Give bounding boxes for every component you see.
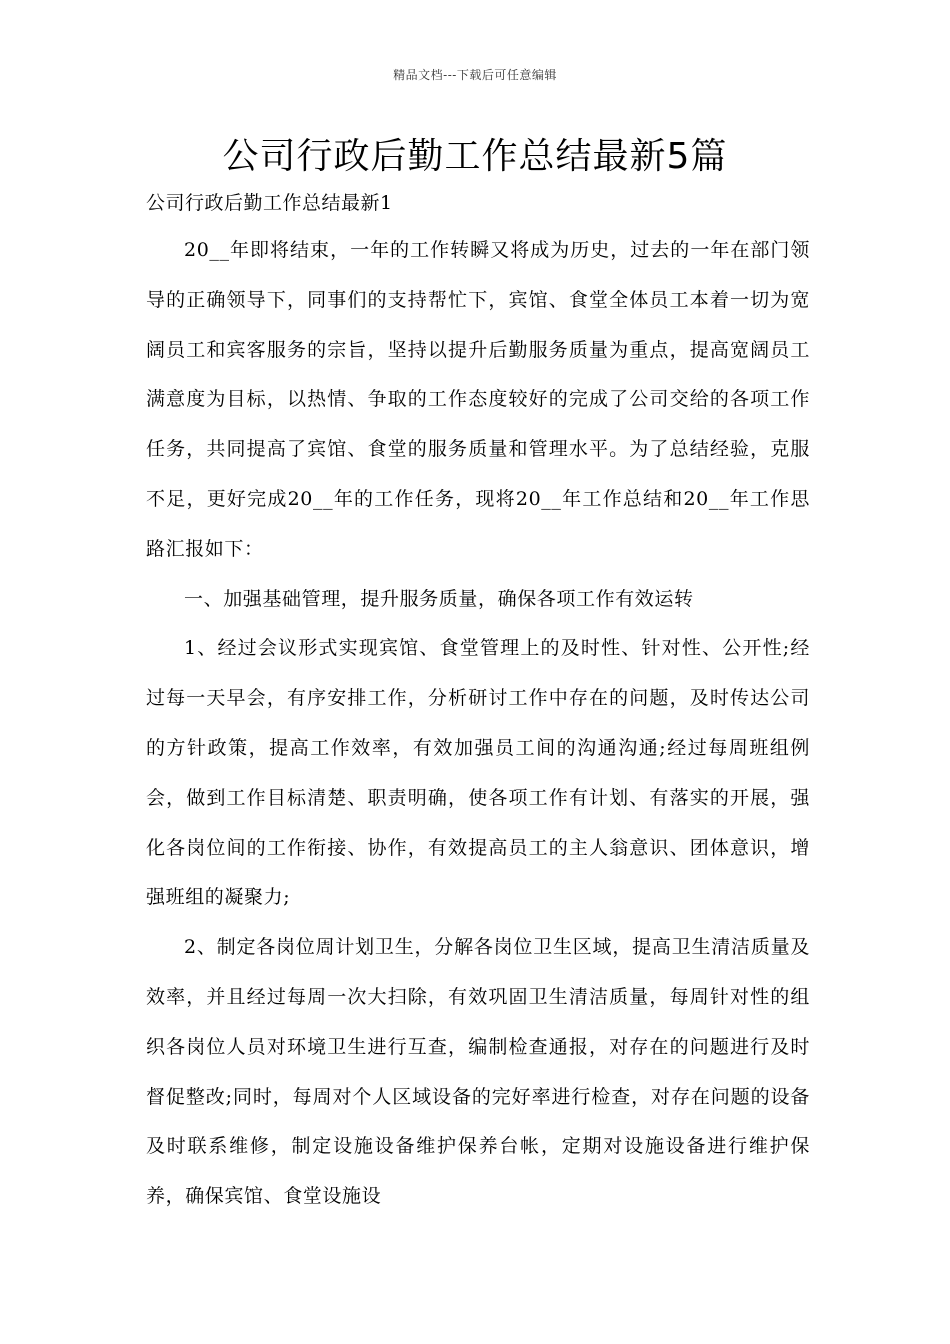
paragraph-heading-1: 一、加强基础管理，提升服务质量，确保各项工作有效运转 <box>184 587 694 610</box>
paragraph-intro: 20__年即将结束，一年的工作转瞬又将成为历史，过去的一年在部门领导的正确领导下，同事们的支持帮忙下，宾馆、食堂全体员工本着一切为宽阔员工和宾客服务的宗旨，坚持以提升后勤服务质量为重点，提高宽阔员工满意度为目标，以热情、争取的工作态度较好的完成了公司交给的各项工作任务，共同提高了宾馆、食堂的服务质量和管理水平。为了总结经验，克服不足，更好完成20__年的工作任务，现将20__年工作总结和20__年工作思路汇报如下： <box>146 239 810 560</box>
section-title: 公司行政后勤工作总结最新1 <box>146 192 393 214</box>
paragraph-item-1: 1、经过会议形式实现宾馆、食堂管理上的及时性、针对性、公开性;经过每一天早会，有序安排工作，分析研讨工作中存在的问题，及时传达公司的方针政策，提高工作效率，有效加强员工间的沟通沟通;经过每周班组例会，做到工作目标清楚、职责明确，使各项工作有计划、有落实的开展，强化各岗位间的工作衔接、协作，有效提高员工的主人翁意识、团体意识，增强班组的凝聚力; <box>146 637 810 909</box>
body-text <box>146 226 810 1222</box>
paragraph-item-2: 2、制定各岗位周计划卫生，分解各岗位卫生区域，提高卫生清洁质量及效率，并且经过每周一次大扫除，有效巩固卫生清洁质量，每周针对性的组织各岗位人员对环境卫生进行互查，编制检查通报，对存在的问题进行及时督促整改;同时，每周对个人区域设备的完好率进行检查，对存在问题的设备及时联系维修，制定设施设备维护保养台帐，定期对设施设备进行维护保养，确保宾馆、食堂设施设 <box>146 936 810 1208</box>
header-note: 精品文档---下载后可任意编辑 <box>393 68 557 82</box>
document-title: 公司行政后勤工作总结最新5篇 <box>222 136 728 177</box>
